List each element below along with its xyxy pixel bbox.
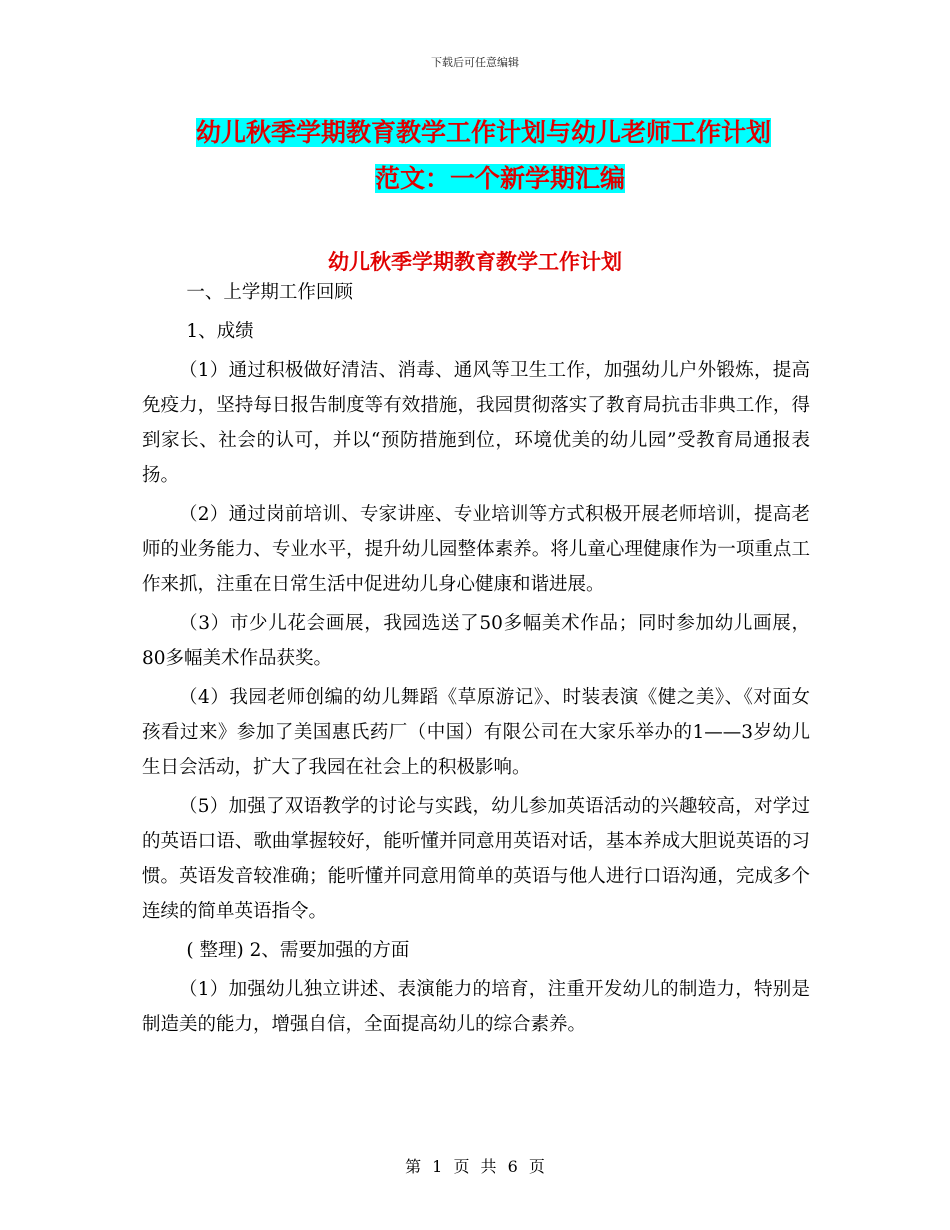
paragraph: （2）通过岗前培训、专家讲座、专业培训等方式积极开展老师培训，提高老师的业务能力、专业水平，提升幼儿园整体素养。将儿童心理健康作为一项重点工作来抓，注重在日常生活中促进幼儿身心健康和谐进展。 bbox=[142, 504, 810, 595]
paragraph: （3）市少儿花会画展，我园选送了50多幅美术作品；同时参加幼儿画展，80多幅美术作品获奖。 bbox=[142, 613, 810, 669]
header-note: 下载后可任意编辑 bbox=[431, 56, 519, 69]
subheading-achievements: 1、成绩 bbox=[186, 321, 254, 342]
page-footer: 第 1 页 共 6 页 bbox=[405, 1157, 545, 1176]
paragraph: （1）加强幼儿独立讲述、表演能力的培育，注重开发幼儿的制造力，特别是制造美的能力，增强自信，全面提高幼儿的综合素养。 bbox=[142, 979, 810, 1035]
body-text bbox=[142, 275, 810, 1042]
paragraph: （1）通过积极做好清洁、消毒、通风等卫生工作，加强幼儿户外锻炼，提高免疫力，坚持每日报告制度等有效措施，我园贯彻落实了教育局抗击非典工作，得到家长、社会的认可，并以“预防措施到位，环境优美的幼儿园”受教育局通报表扬。 bbox=[142, 360, 810, 486]
paragraph: （5）加强了双语教学的讨论与实践，幼儿参加英语活动的兴趣较高，对学过的英语口语、歌曲掌握较好，能听懂并同意用英语对话，基本养成大胆说英语的习惯。英语发音较准确；能听懂并同意用简单的英语与他人进行口语沟通，完成多个连续的简单英语指令。 bbox=[142, 796, 810, 922]
title-line-2: 范文：一个新学期汇编 bbox=[374, 164, 625, 193]
subheading-improvements: ( 整理) 2、需要加强的方面 bbox=[186, 940, 410, 961]
document-title bbox=[190, 110, 810, 202]
paragraph: （4）我园老师创编的幼儿舞蹈《草原游记》、时装表演《健之美》、《对面女孩看过来》参加了美国惠氏药厂（中国）有限公司在大家乐举办的1——3岁幼儿生日会活动，扩大了我园在社会上的积极影响。 bbox=[142, 687, 810, 778]
section-heading: 幼儿秋季学期教育教学工作计划 bbox=[328, 250, 622, 274]
subheading-review: 一、上学期工作回顾 bbox=[186, 282, 353, 303]
title-line-1: 幼儿秋季学期教育教学工作计划与幼儿老师工作计划 bbox=[196, 118, 772, 147]
